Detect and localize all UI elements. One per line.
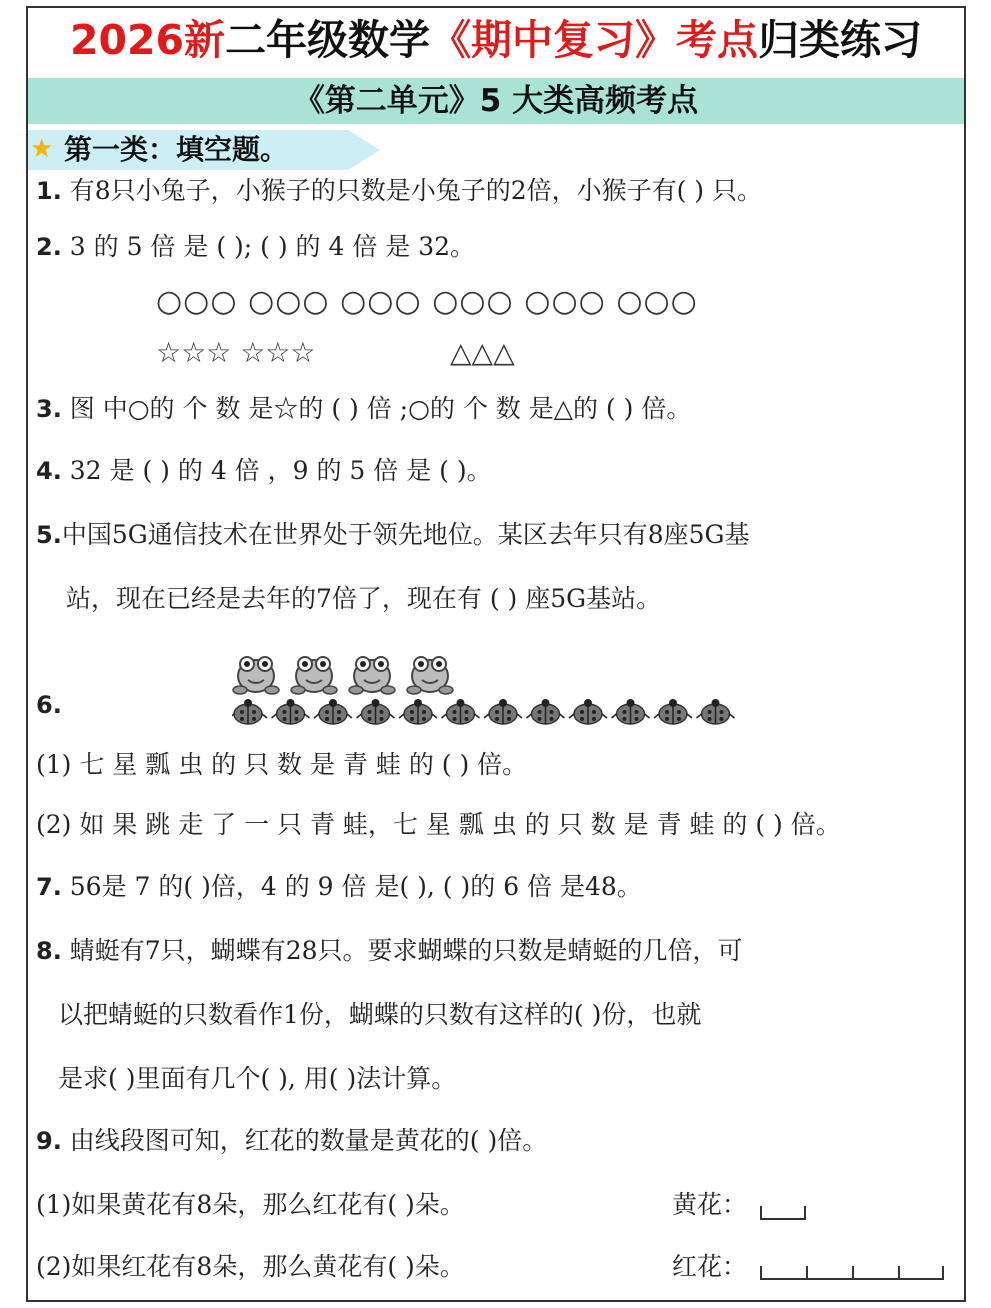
red-flower-label: 红花： [672,1252,748,1281]
segment-tick [898,1266,900,1280]
question-5 [36,518,750,552]
ladybug-icon [232,699,267,724]
question-1 [36,174,762,208]
ladybug-icon [569,699,607,724]
question-text: 3 的 5 倍 是 ( ); ( ) 的 4 倍 是 32。 [69,232,476,261]
question-text: 有8只小兔子，小猴子的只数是小兔子的2倍，小猴子有( ) 只。 [69,176,762,205]
question-text: (2) 如 果 跳 走 了 一 只 青 蛙，七 星 瓢 虫 的 只 数 是 青 蛙 的 ( ) 倍。 [36,810,841,839]
question-6 [36,688,62,722]
question-8 [36,934,743,968]
question-number: 3. [36,395,62,423]
question-6-2 [36,808,841,842]
ladybug-icon [357,699,395,724]
question-4 [36,454,492,488]
question-8-cont-2 [58,1062,456,1096]
question-7 [36,870,642,904]
title-grade: 二年级数学 [225,16,431,64]
ladybug-icon [654,699,692,724]
question-number: 1. [36,177,62,205]
question-9-2 [36,1250,465,1284]
question-text: 蜻蜓有7只，蝴蝶有28只。要求蝴蝶的只数是蜻蜓的几倍，可 [69,936,743,965]
question-text: 中国5G通信技术在世界处于领先地位。某区去年只有8座5G基 [61,520,750,549]
question-text: 32 是 ( ) 的 4 倍 ，9 的 5 倍 是 ( )。 [69,456,492,485]
ladybug-icon [484,699,522,724]
ladybug-icon [442,699,480,724]
frog-icon [233,657,279,694]
frogs-ladybugs-figure [232,650,742,730]
yellow-flower-label: 黄花： [672,1190,748,1219]
question-number: 8. [36,937,62,965]
question-text: (2)如果红花有8朵，那么黄花有( )朵。 [36,1252,465,1281]
page-subtitle: 《第二单元》5 大类高频考点 [28,78,964,124]
title-practice: 归类练习 [758,16,923,64]
frog-icon [291,657,337,694]
question-text: 站，现在已经是去年的7倍了，现在有 ( ) 座5G基站。 [66,584,662,613]
segment-tick [806,1266,808,1280]
question-8-cont-1 [58,998,701,1032]
question-number: 5. [36,521,62,549]
question-text: 图 中○的 个 数 是☆的 ( ) 倍 ;○的 个 数 是△的 ( ) 倍。 [69,394,692,423]
ladybug-icon [314,699,352,724]
question-9 [36,1124,547,1158]
ladybug-icon [272,699,310,724]
question-number: 2. [36,233,62,261]
question-5-cont [66,582,661,616]
question-9-1 [36,1188,465,1222]
page-title [30,8,962,72]
title-year: 2026新 [69,16,226,64]
question-text: (1)如果黄花有8朵，那么红花有( )朵。 [36,1190,465,1219]
question-text: (1) 七 星 瓢 虫 的 只 数 是 青 蛙 的 ( ) 倍。 [36,750,528,779]
stars-figure: ☆☆☆ ☆☆☆ [156,336,316,369]
question-text: 以把蜻蜓的只数看作1份，蝴蝶的只数有这样的( )份，也就 [58,1000,702,1029]
ladybug-icon [612,699,650,724]
frog-icon [349,657,395,694]
triangles-figure: △△△ [450,336,515,369]
question-3 [36,392,691,426]
category-banner [28,130,380,170]
question-2 [36,230,475,264]
ladybug-icon [697,699,735,724]
yellow-flower-segment [760,1206,806,1220]
star-icon: ★ [30,134,54,164]
red-flower-segment [760,1266,944,1280]
question-number: 6. [36,691,62,719]
question-text: 是求( )里面有几个( ), 用( )法计算。 [58,1064,457,1093]
ladybug-icon [399,699,437,724]
question-text: 56是 7 的( )倍，4 的 9 倍 是( ), ( )的 6 倍 是48。 [69,872,642,901]
category-label: 第一类：填空题。 [64,133,289,166]
title-review: 《期中复习》考点 [430,16,759,64]
question-number: 4. [36,457,62,485]
segment-tick [852,1266,854,1280]
question-number: 9. [36,1127,62,1155]
question-number: 7. [36,873,62,901]
question-6-1 [36,748,527,782]
circles-figure: ○○○ ○○○ ○○○ ○○○ ○○○ ○○○ [156,284,698,319]
ladybug-icon [527,699,565,724]
question-text: 由线段图可知，红花的数量是黄花的( )倍。 [69,1126,548,1155]
frog-icon [407,657,453,694]
